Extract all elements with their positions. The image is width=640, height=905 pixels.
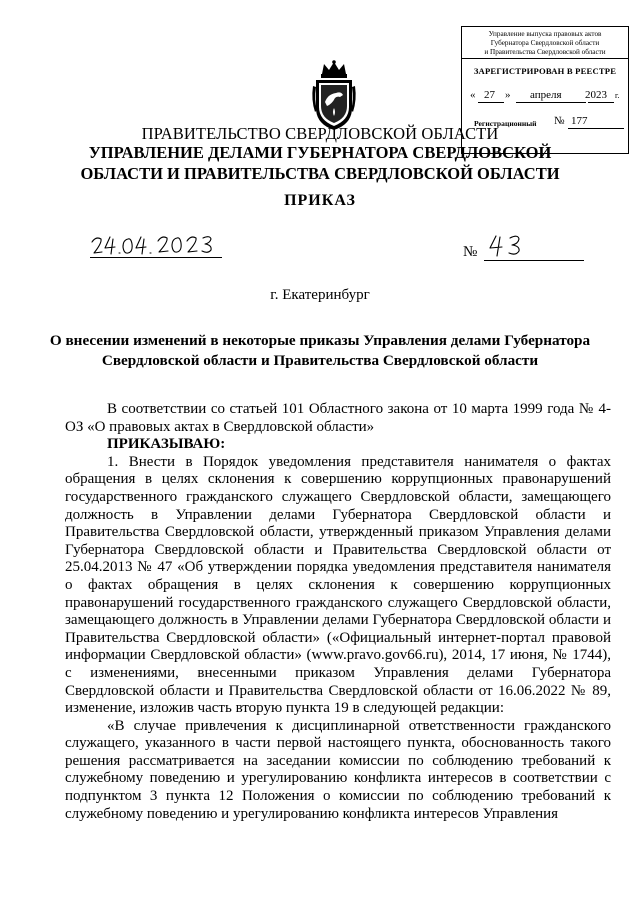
order-number-sign: № [463, 244, 478, 260]
city: г. Екатеринбург [270, 287, 370, 303]
stamp-registered-label: ЗАРЕГИСТРИРОВАН В РЕЕСТРЕ [473, 66, 617, 76]
stamp-header-line: Управление выпуска правовых актов [488, 30, 602, 38]
stamp-quote-close: » [505, 89, 511, 101]
intro-paragraph: В соответствии со статьей 101 Областного закона от 10 марта 1999 года № 4-ОЗ «О правовых актах в Свердловской области» [65, 401, 611, 435]
department-name-line1: УПРАВЛЕНИЕ ДЕЛАМИ ГУБЕРНАТОРА СВЕРДЛОВСКОЙ [88, 143, 552, 162]
stamp-header-line: Губернатора Свердловской области [490, 39, 600, 47]
order-word: ПРИКАЗЫВАЮ: [107, 436, 226, 453]
stamp-quote-open: « [470, 89, 476, 101]
stamp-year: 2023 [585, 89, 607, 101]
government-name: ПРАВИТЕЛЬСТВО СВЕРДЛОВСКОЙ ОБЛАСТИ [141, 124, 499, 143]
stamp-header [462, 27, 628, 59]
handwritten-order-number [484, 232, 544, 260]
document-title-line1: О внесении изменений в некоторые приказы Управления делами Губернатора [49, 332, 591, 349]
document-title-line2: Свердловской области и Правительства Свердловской области [101, 352, 539, 369]
item-1-paragraph: 1. Внести в Порядок уведомления представителя нанимателя о фактах обращения в целях склонения к совершению коррупционных правонарушений государственного гражданского служащего Свердловской области, замещающего должность в Управлении делами Губернатора Свердловской области и Правительства Свердловской области, утвержденный приказом Управления делами Губернатора Свердловской области и Правительства Свердловской области от 25.04.2013 № 47 «Об утверждении порядка уведомления представителя нанимателя о фактах обращения в целях склонения к совершению коррупционных правонарушений государственного гражданского служащего Свердловской области, замещающего должность в Управлении делами Губернатора Свердловской области и Правительства Свердловской области» («Официальный интернет-портал правовой информации Свердловской области» (www.pravo.gov66.ru), 2014, 17 июня, № 1744), с изменениями, внесенными приказом Управления делами Губернатора Свердловской области и Правительства Свердловской области от 16.06.2022 № 89, изменение, изложив часть вторую пункта 19 в следующей редакции: [65, 453, 611, 717]
quoted-paragraph: «В случае привлечения к дисциплинарной ответственности гражданского служащего, указанного в части первой настоящего пункта, обоснованность такого решения рассматривается на заседании комиссии по соблюдению требований к служебному поведению и урегулированию конфликта интересов в соответствии с подпунктом 3 пункта 12 Положения о комиссии по соблюдению требований к служебному поведению и урегулированию конфликта интересов Управления [65, 717, 611, 822]
stamp-date [468, 89, 624, 103]
stamp-year-suffix: г. [615, 91, 620, 100]
stamp-month: апреля [530, 89, 562, 101]
date-underline [90, 257, 222, 258]
coat-of-arms-icon [310, 60, 358, 132]
stamp-header-line: и Правительства Свердловской области [484, 48, 606, 56]
stamp-day: 27 [484, 89, 495, 101]
stamp-number-sign: № [554, 115, 565, 127]
document-type: ПРИКАЗ [284, 192, 356, 209]
stamp-reg-number: 177 [568, 115, 624, 129]
document-body [65, 401, 611, 823]
department-name-line2: ОБЛАСТИ И ПРАВИТЕЛЬСТВА СВЕРДЛОВСКОЙ ОБЛАСТИ [80, 164, 560, 183]
number-underline [484, 260, 584, 261]
stamp-reg-label: Регистрационный [474, 119, 537, 128]
